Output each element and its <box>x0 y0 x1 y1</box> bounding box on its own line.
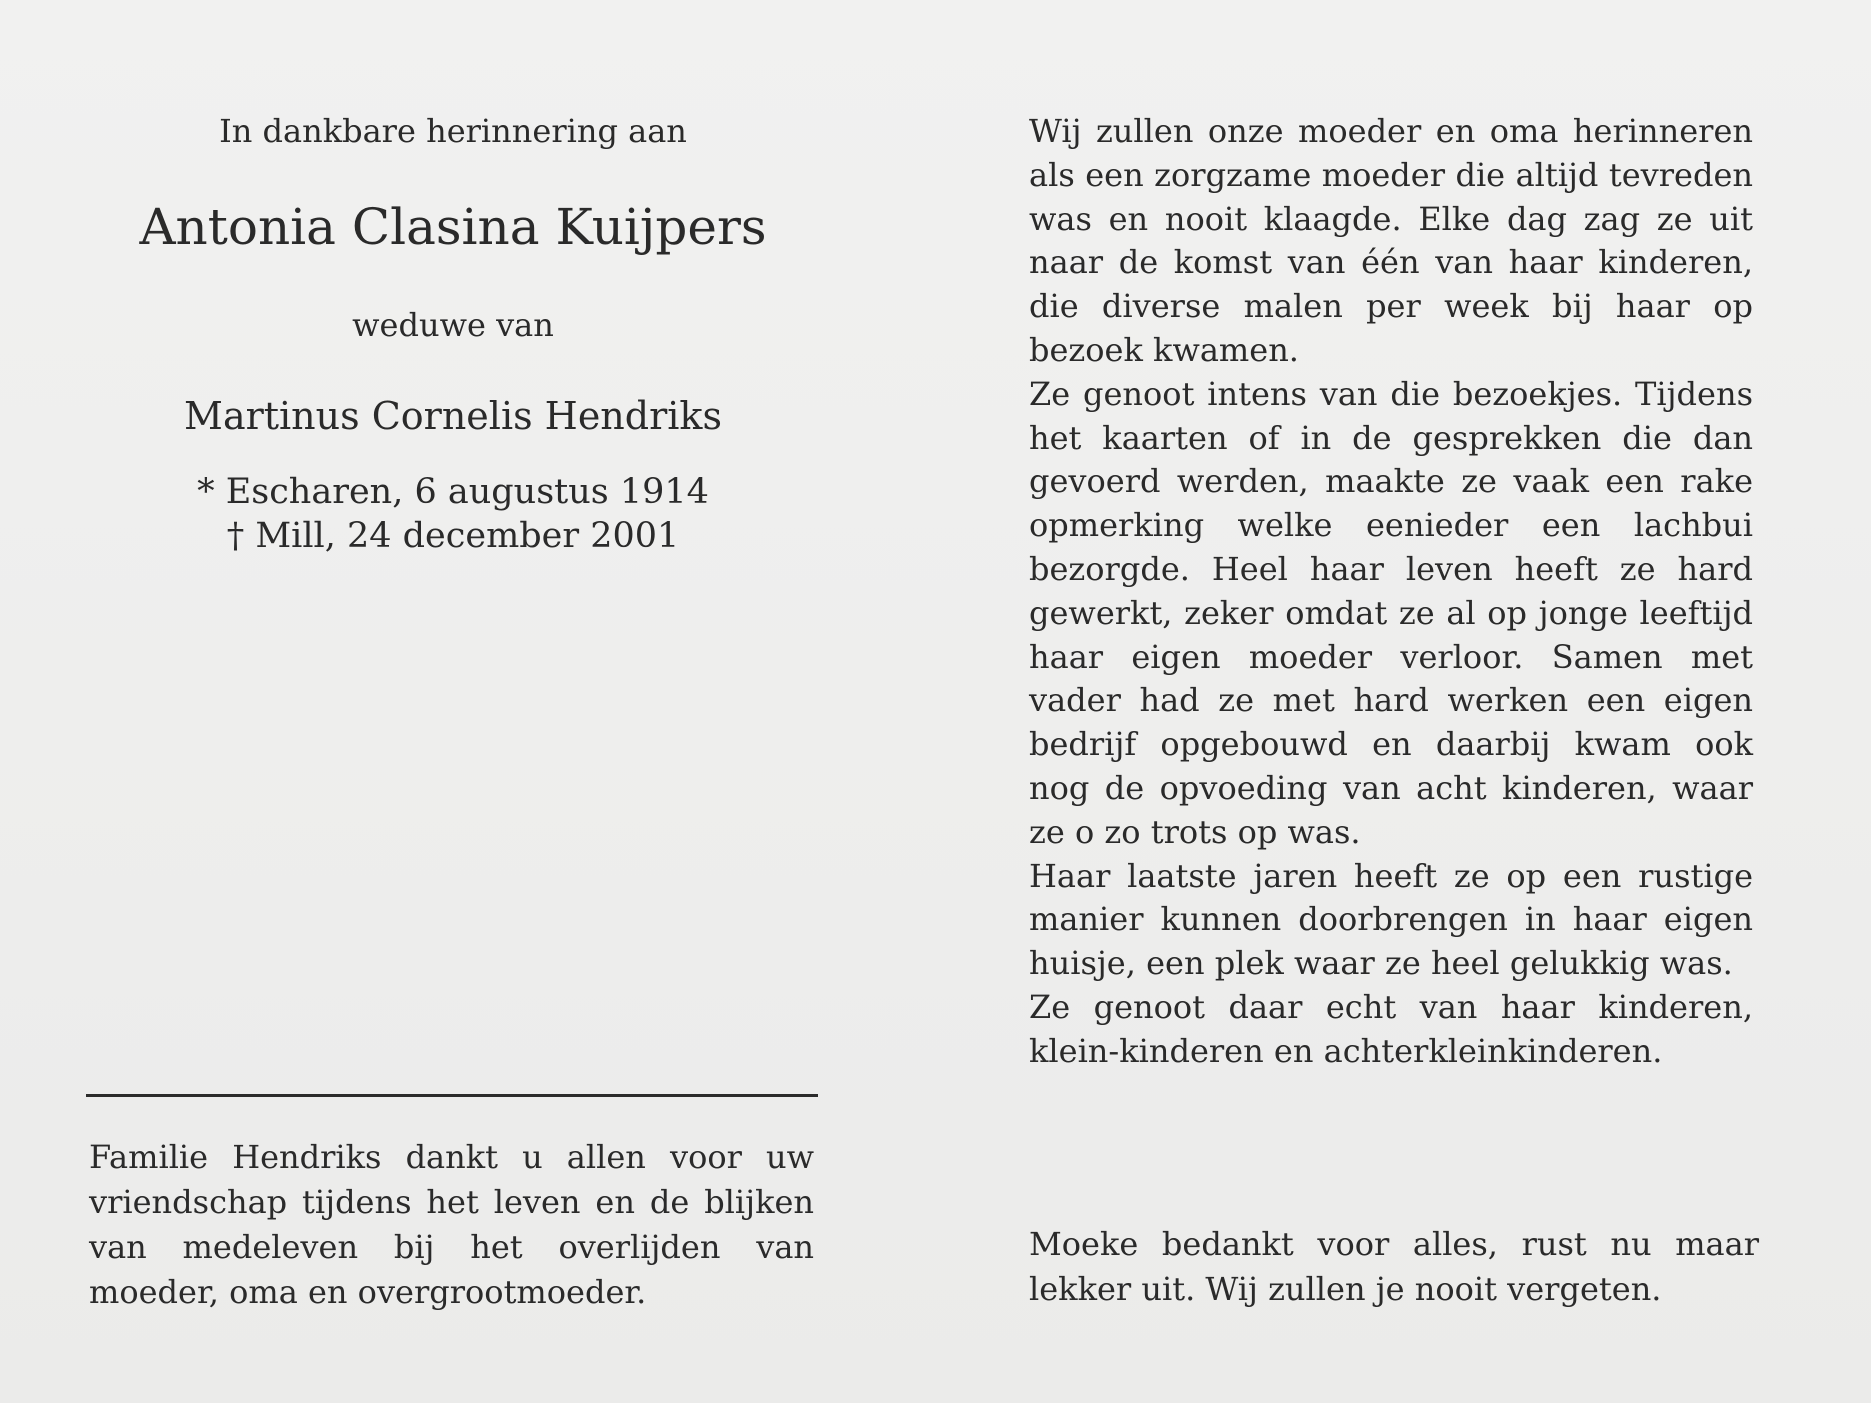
memorial-paragraph: Ze genoot daar echt van haar kinderen, klein-kinderen en achterkleinkinderen. <box>1029 987 1753 1070</box>
deceased-name: Antonia Clasina Kuijpers <box>139 198 767 256</box>
family-thanks-text: Familie Hendriks dankt u allen voor uw vriendschap tijdens het leven en de blijken van medeleven bij het overlijden van moeder, oma en overgrootmoeder. <box>89 1138 814 1311</box>
divider-line <box>86 1094 818 1097</box>
spouse-name: Martinus Cornelis Hendriks <box>184 394 722 438</box>
closing-text: Moeke bedankt voor alles, rust nu maar lekker uit. Wij zullen je nooit vergeten. <box>1029 1225 1759 1308</box>
memorial-paragraph: Ze genoot intens van die bezoekjes. Tijdens het kaarten of in de gesprekken die dan gevoerd werden, maakte ze vaak een rake opmerking welke eenieder een lachbui bezorgde. Heel haar leven heeft ze hard gewerkt, zeker omdat ze al op jonge leeftijd haar eigen moeder verloor. Samen met vader had ze met hard werken een eigen bedrijf opgebouwd en daarbij kwam ook nog de opvoeding van acht kinderen, waar ze o zo trots op was. <box>1029 374 1753 851</box>
memorial-header <box>88 110 818 558</box>
widow-of-label: weduwe van <box>352 306 554 344</box>
life-dates <box>88 470 818 558</box>
memorial-paragraph: Wij zullen onze moeder en oma herinneren als een zorgzame moeder die altijd tevreden was en nooit klaagde. Elke dag zag ze uit naar de komst van één van haar kinderen, die diverse malen per week bij haar op bezoek kwamen. <box>1029 112 1753 369</box>
memorial-paragraph: Haar laatste jaren heeft ze op een rustige manier kunnen doorbrengen in haar eigen huisje, een plek waar ze heel gelukkig was. <box>1029 856 1753 983</box>
death-line: † Mill, 24 december 2001 <box>226 516 680 556</box>
birth-line: * Escharen, 6 augustus 1914 <box>197 472 709 512</box>
intro-text: In dankbare herinnering aan <box>219 112 687 150</box>
memorial-text <box>1029 110 1753 1074</box>
